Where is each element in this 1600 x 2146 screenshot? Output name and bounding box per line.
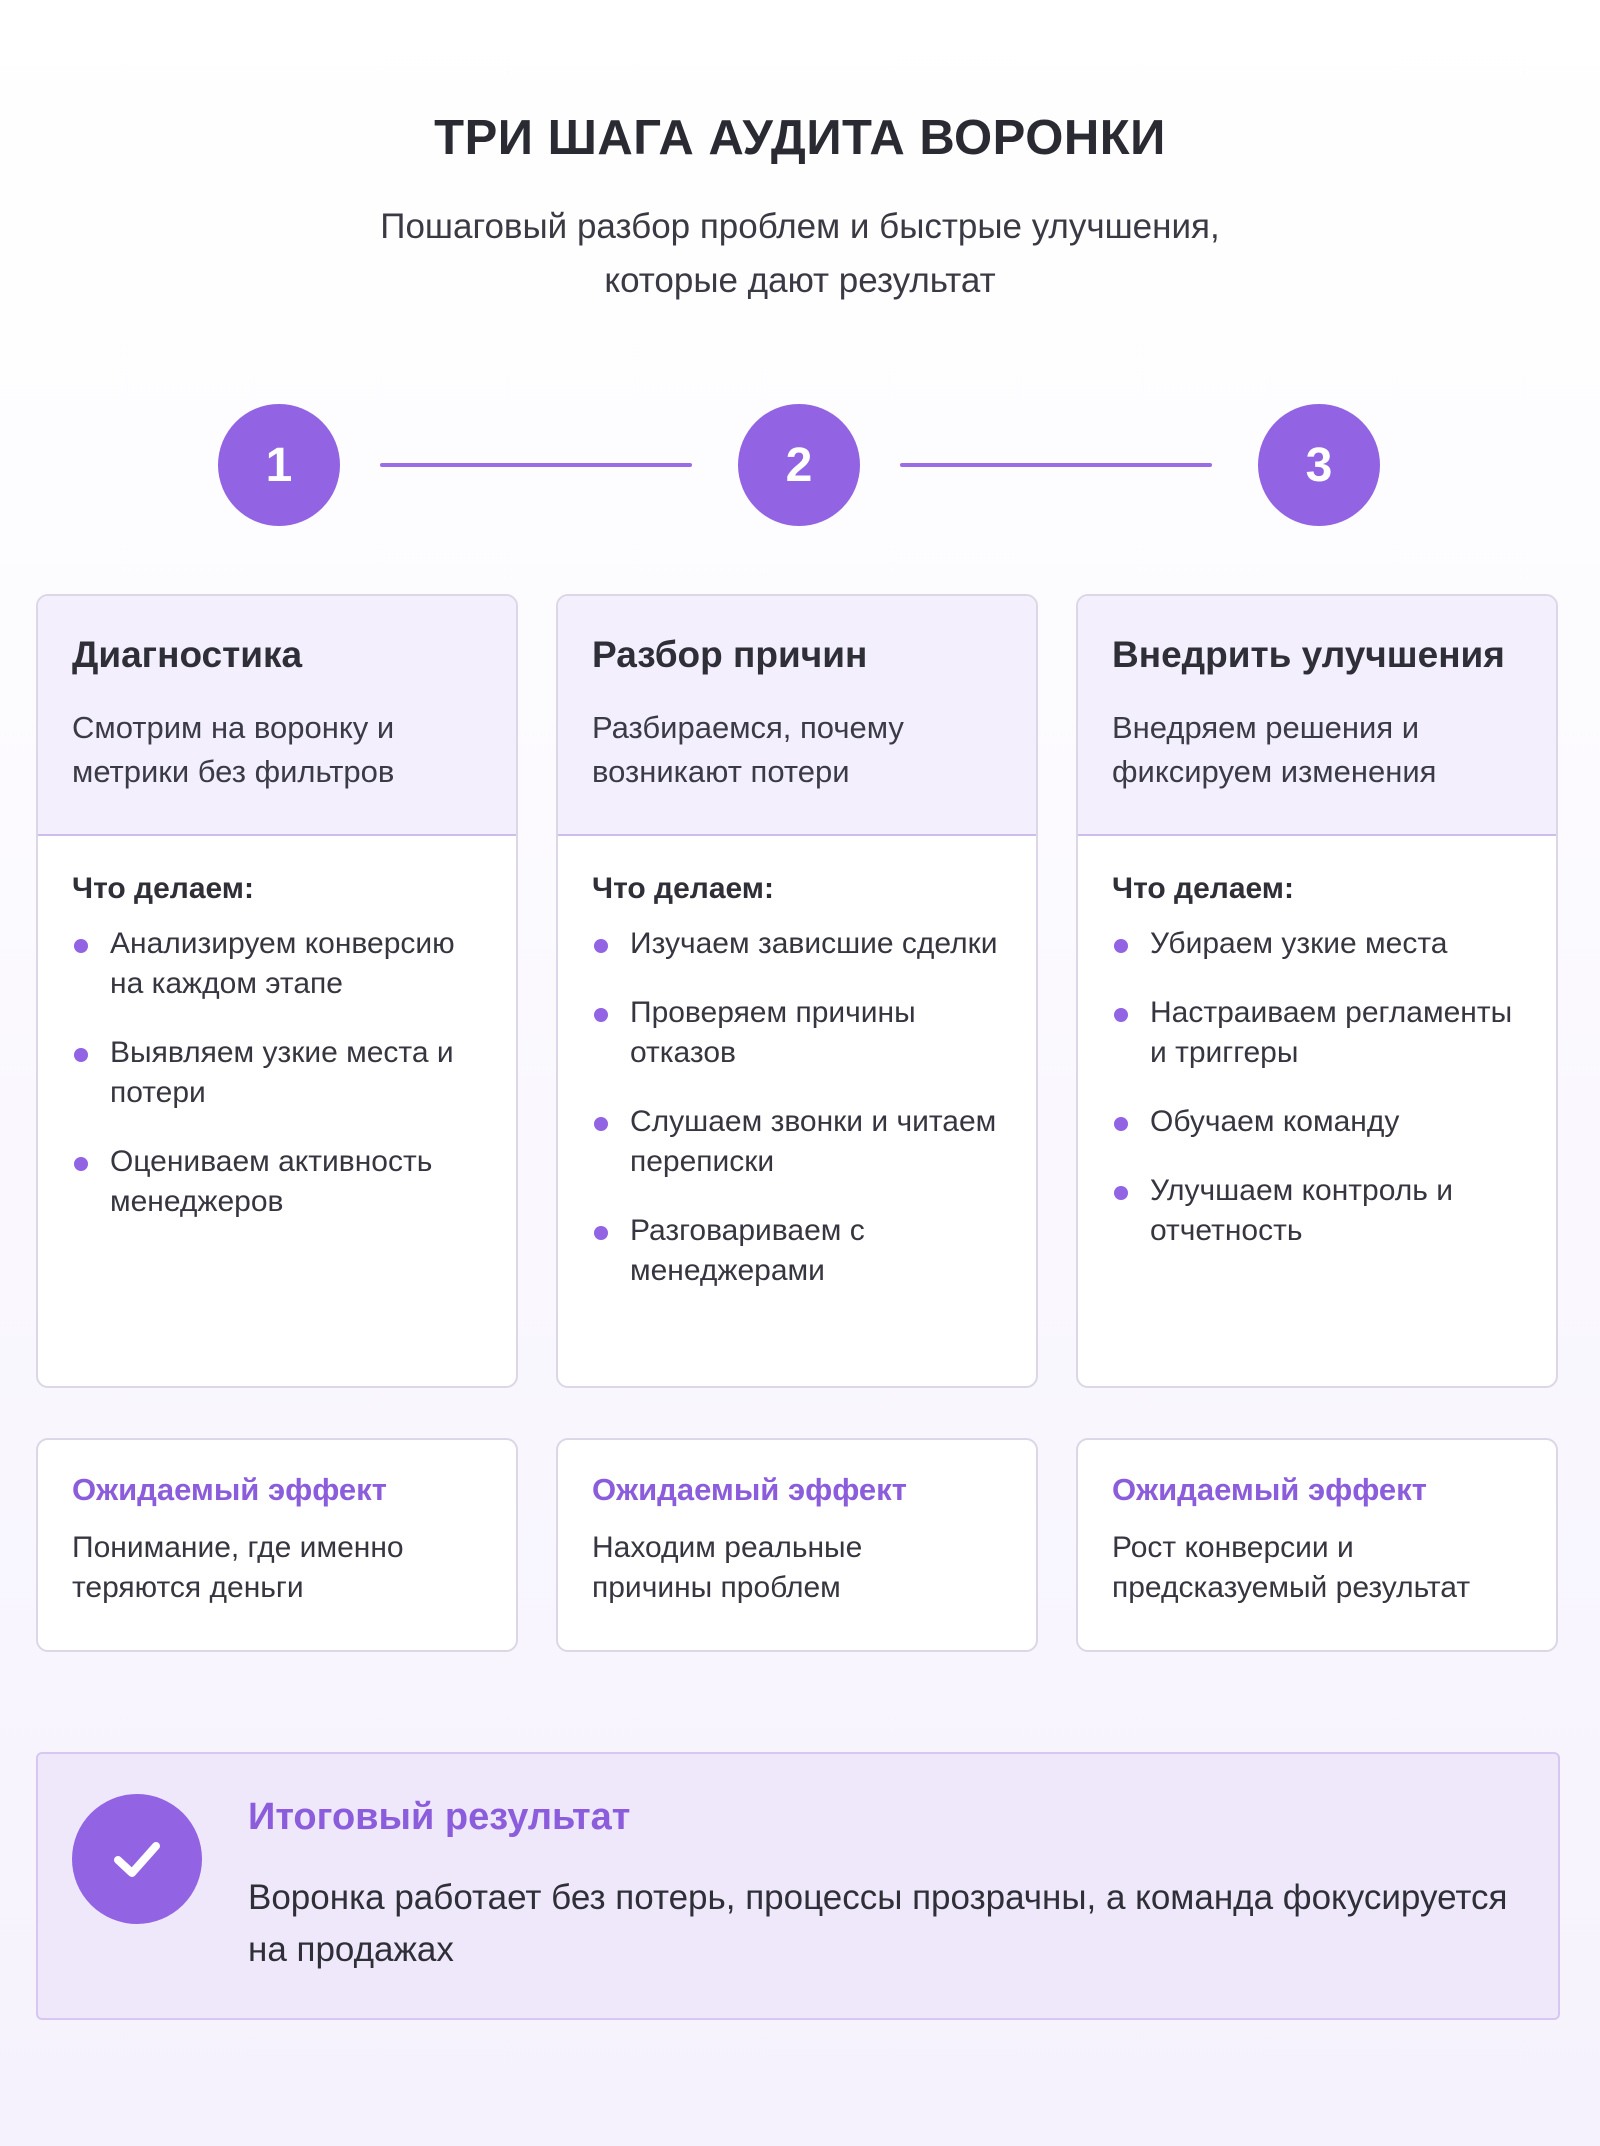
list-item: [1112, 1102, 1522, 1142]
list-item-text: Убираем узкие места: [1150, 927, 1448, 960]
card-header: [558, 596, 1036, 836]
step-progress: [0, 404, 1600, 526]
card-body: [558, 836, 1036, 1291]
list-item: [1112, 924, 1522, 964]
action-list: [592, 924, 1002, 1291]
effect-title: Ожидаемый эффект: [592, 1472, 907, 1507]
list-item-text: Проверяем причины отказов: [630, 996, 916, 1069]
card-description-line: метрики без фильтров: [72, 754, 395, 789]
list-item-text: Обучаем команду: [1150, 1105, 1400, 1138]
list-item-text: Выявляем узкие места и потери: [110, 1036, 454, 1109]
card-description-line: Смотрим на воронку и: [72, 710, 395, 745]
card-description: [1112, 706, 1522, 794]
final-result-panel: [36, 1752, 1560, 2020]
card-description: [592, 706, 1002, 794]
card-body-heading: Что делаем:: [72, 872, 254, 905]
list-item-text: Анализируем конверсию на каждом этапе: [110, 927, 455, 1000]
effect-box-1: [36, 1438, 518, 1652]
effect-title: Ожидаемый эффект: [1112, 1472, 1427, 1507]
bullet-dot-icon: [74, 1157, 88, 1171]
effect-text-line: причины проблем: [592, 1571, 841, 1604]
card-description-line: Разбираемся, почему: [592, 710, 904, 745]
action-list: [72, 924, 482, 1222]
card-body: [1078, 836, 1556, 1251]
effect-text-line: теряются деньги: [72, 1571, 304, 1604]
effect-text: [592, 1528, 1002, 1608]
bullet-dot-icon: [74, 1048, 88, 1062]
card-body-heading: Что делаем:: [1112, 872, 1294, 905]
bullet-dot-icon: [1114, 1117, 1128, 1131]
list-item-text: Улучшаем контроль и отчетность: [1150, 1174, 1453, 1247]
list-item: [592, 993, 1002, 1073]
page-subtitle: [0, 200, 1600, 308]
card-body-heading: Что делаем:: [592, 872, 774, 905]
bullet-dot-icon: [74, 939, 88, 953]
step-number-1: 1: [218, 404, 340, 526]
subtitle-line-1: Пошаговый разбор проблем и быстрые улучшения,: [380, 207, 1220, 246]
bullet-dot-icon: [1114, 1008, 1128, 1022]
list-item: [72, 1033, 482, 1113]
card-description-line: фиксируем изменения: [1112, 754, 1437, 789]
list-item-text: Разговариваем с менеджерами: [630, 1214, 865, 1287]
list-item-text: Слушаем звонки и читаем переписки: [630, 1105, 997, 1178]
list-item-text: Изучаем зависшие сделки: [630, 927, 998, 960]
effect-box-2: [556, 1438, 1038, 1652]
bullet-dot-icon: [594, 1117, 608, 1131]
step-card-root-causes: [556, 594, 1038, 1388]
step-connector-1: [380, 463, 692, 467]
list-item-text: Настраиваем регламенты и триггеры: [1150, 996, 1513, 1069]
effect-box-3: [1076, 1438, 1558, 1652]
step-card-improvements: [1076, 594, 1558, 1388]
subtitle-line-2: которые дают результат: [604, 261, 996, 300]
effect-text-line: предсказуемый результат: [1112, 1571, 1471, 1604]
list-item: [1112, 1171, 1522, 1251]
effect-text: [1112, 1528, 1522, 1608]
card-title: Разбор причин: [592, 634, 868, 675]
action-list: [1112, 924, 1522, 1251]
bullet-dot-icon: [1114, 939, 1128, 953]
card-header: [1078, 596, 1556, 836]
list-item: [592, 1102, 1002, 1182]
check-mark-svg: [106, 1828, 168, 1890]
page-title: ТРИ ШАГА АУДИТА ВОРОНКИ: [434, 111, 1166, 165]
card-title: Внедрить улучшения: [1112, 634, 1505, 675]
card-description: [72, 706, 482, 794]
step-number-3: 3: [1258, 404, 1380, 526]
bullet-dot-icon: [594, 939, 608, 953]
list-item: [72, 1142, 482, 1222]
step-number-2: 2: [738, 404, 860, 526]
card-description-line: Внедряем решения и: [1112, 710, 1420, 745]
list-item-text: Оцениваем активность менеджеров: [110, 1145, 433, 1218]
card-title: Диагностика: [72, 634, 303, 675]
effect-title: Ожидаемый эффект: [72, 1472, 387, 1507]
bullet-dot-icon: [594, 1226, 608, 1240]
list-item: [72, 924, 482, 1004]
check-icon: [72, 1794, 202, 1924]
step-card-diagnostics: [36, 594, 518, 1388]
result-title: Итоговый результат: [248, 1796, 631, 1838]
card-description-line: возникают потери: [592, 754, 850, 789]
step-connector-2: [900, 463, 1212, 467]
bullet-dot-icon: [1114, 1186, 1128, 1200]
bullet-dot-icon: [594, 1008, 608, 1022]
list-item: [1112, 993, 1522, 1073]
list-item: [592, 924, 1002, 964]
effect-text-line: Понимание, где именно: [72, 1531, 404, 1564]
result-text: Воронка работает без потерь, процессы прозрачны, а команда фокусируется на продажах: [248, 1878, 1508, 1969]
effect-text-line: Находим реальные: [592, 1531, 863, 1564]
effect-text: [72, 1528, 482, 1608]
card-header: [38, 596, 516, 836]
list-item: [592, 1211, 1002, 1291]
card-body: [38, 836, 516, 1222]
effect-text-line: Рост конверсии и: [1112, 1531, 1354, 1564]
